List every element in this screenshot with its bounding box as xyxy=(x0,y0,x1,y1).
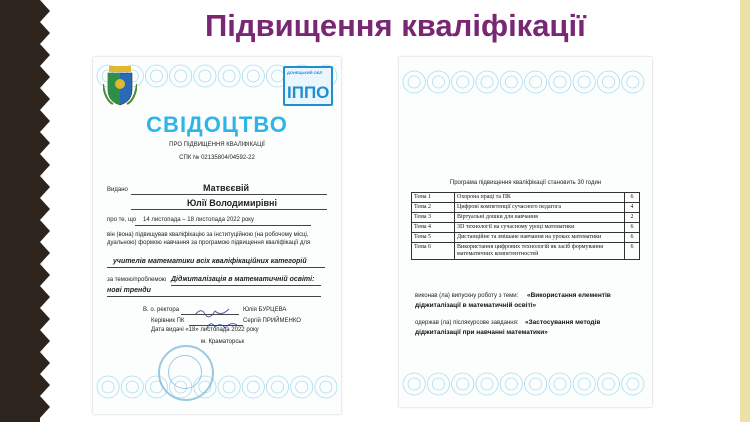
ippo-logo xyxy=(283,66,333,106)
category-line xyxy=(107,267,325,268)
about-label: про те, що xyxy=(107,217,137,223)
ornament-band-top xyxy=(402,67,649,97)
given-names-line xyxy=(131,209,327,210)
topic-cell: Тема 1 xyxy=(412,193,455,203)
final-work-title-2: діджиталізації в математичній освіті» xyxy=(415,302,537,309)
topic-cell: Тема 5 xyxy=(412,233,455,243)
hours-cell: 6 xyxy=(625,243,640,260)
hours-cell: 6 xyxy=(625,193,640,203)
rector-signature xyxy=(193,305,233,319)
rector-label: В. о. ректора xyxy=(143,307,180,313)
certificate-front xyxy=(93,57,341,414)
head-sign-line xyxy=(189,325,243,326)
rector-name: Юлія БУРЦЕВА xyxy=(243,307,287,313)
post-course-task-title-2: діджиталізації при навчанні математики» xyxy=(415,329,548,336)
ornament-band-bottom xyxy=(402,369,649,399)
topic-line-2-underline xyxy=(107,296,321,297)
table-row xyxy=(412,233,640,243)
course-dates: 14 листопада – 18 листопада 2022 року xyxy=(143,217,254,223)
official-stamp xyxy=(158,345,214,401)
zigzag-border xyxy=(38,0,52,422)
title-cell: Використання цифрових технологій як засіб формування математичних компетентностей xyxy=(455,243,625,260)
final-work-label: виконав (ла) випускну роботу з теми: xyxy=(415,293,519,299)
topic-label: за темою/проблемою xyxy=(107,277,167,283)
program-table xyxy=(411,192,640,260)
hours-cell: 2 xyxy=(625,213,640,223)
title-cell: Дистанційне та змішане навчання на уроках математики xyxy=(455,233,625,243)
table-row xyxy=(412,243,640,260)
ippo-logo-caption: ДОНЕЦЬКИЙ ОБЛ xyxy=(287,70,323,75)
left-dark-strip xyxy=(0,0,40,422)
title-cell: Цифрові компетенції сучасного педагога xyxy=(455,203,625,213)
topic-line-2: нові тренди xyxy=(107,287,151,294)
right-accent-strip xyxy=(740,0,750,422)
ippo-logo-text: ІППО xyxy=(287,83,330,102)
table-row xyxy=(412,203,640,213)
post-course-task-label: одержав (ла) післякурсове завдання: xyxy=(415,320,519,326)
topic-cell: Тема 6 xyxy=(412,243,455,260)
certificate-back xyxy=(399,57,652,407)
issued-label: Видано xyxy=(107,187,128,193)
topic-line-1: Діджиталізація в математичній освіті: xyxy=(171,276,315,283)
final-work-title-1: «Використання елементів xyxy=(527,292,611,299)
issue-city: м. Краматорськ xyxy=(201,339,245,345)
title-cell: 3D технології на сучасному уроці математики xyxy=(455,223,625,233)
certificate-number: СПК № 02135804/04592-22 xyxy=(179,155,255,161)
topic-cell: Тема 4 xyxy=(412,223,455,233)
body-line-1: він (вона) підвищував кваліфікацію за інституційною (на робочому місці, xyxy=(107,232,309,238)
recipient-given-names: Юлії Володимирівні xyxy=(187,198,277,208)
target-category: учителів математики всіх кваліфікаційних категорій xyxy=(113,258,307,265)
hours-cell: 4 xyxy=(625,203,640,213)
head-name: Сергій ПРИЙМЕНКО xyxy=(243,318,301,324)
hours-cell: 6 xyxy=(625,223,640,233)
table-row xyxy=(412,213,640,223)
table-row xyxy=(412,193,640,203)
body-line-2: дуальною) формою навчання за програмою підвищення кваліфікації для xyxy=(107,240,311,246)
head-label: Керівник ПК xyxy=(151,318,185,324)
certificate-subtitle: ПРО ПІДВИЩЕННЯ КВАЛІФІКАЦІЇ xyxy=(169,142,265,148)
recipient-surname: Матвєєвій xyxy=(203,183,250,193)
topic-line-1-underline xyxy=(171,285,321,286)
title-cell: Віртуальні дошки для навчання xyxy=(455,213,625,223)
surname-line xyxy=(131,194,327,195)
dates-line xyxy=(135,225,311,226)
program-caption: Програма підвищення кваліфікації становить 30 годин xyxy=(449,180,602,186)
topic-cell: Тема 2 xyxy=(412,203,455,213)
certificate-title: СВІДОЦТВО xyxy=(146,112,288,137)
table-row xyxy=(412,223,640,233)
topic-cell: Тема 3 xyxy=(412,213,455,223)
coat-of-arms-icon xyxy=(103,66,137,106)
hours-cell: 6 xyxy=(625,233,640,243)
slide-title: Підвищення кваліфікації xyxy=(205,8,586,43)
rector-sign-line xyxy=(181,314,239,315)
title-cell: Охорона праці та ПК xyxy=(455,193,625,203)
issue-date: Дата видачі «18» листопада 2022 року xyxy=(151,327,259,333)
ornament-band-bottom xyxy=(96,372,338,402)
post-course-task-title-1: «Застосування методів xyxy=(525,319,601,326)
